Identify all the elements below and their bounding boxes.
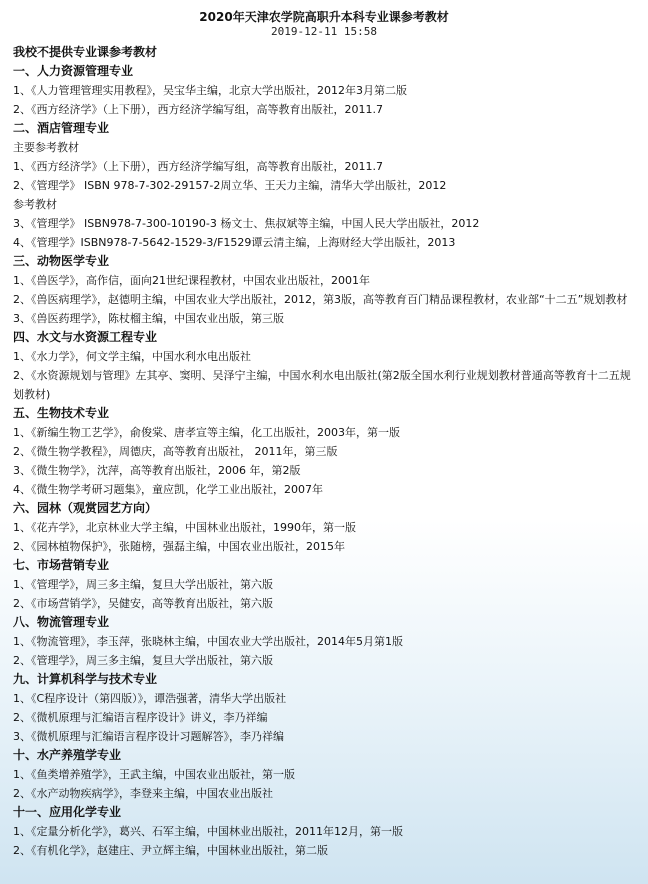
list-item: 3、《微生物学》，沈萍，高等教育出版社，2006 年，第2版	[13, 464, 301, 477]
list-item: 参考教材	[13, 198, 57, 211]
list-item: 1、《物流管理》，李玉萍，张晓林主编，中国农业大学出版社，2014年5月第1版	[13, 635, 403, 648]
list-item: 1、《水力学》，何文学主编，中国水利水电出版社	[13, 350, 251, 363]
list-item: 1、《人力管理管理实用教程》，吴宝华主编，北京大学出版社，2012年3月第二版	[13, 84, 407, 97]
section-heading: 四、水文与水资源工程专业	[13, 330, 158, 344]
list-item: 4、《微生物学考研习题集》，童应凯，化学工业出版社，2007年	[13, 483, 323, 496]
list-item: 1、《西方经济学》（上下册），西方经济学编写组，高等教育出版社，2011.7	[13, 160, 383, 173]
list-item: 2、《微生物学教程》，周德庆，高等教育出版社， 2011年，第三版	[13, 445, 338, 458]
section-heading: 八、物流管理专业	[13, 615, 110, 629]
textbook-list	[13, 62, 648, 860]
list-item: 2、《有机化学》，赵建庄、尹立辉主编，中国林业出版社，第二版	[13, 844, 328, 857]
list-item: 2、《西方经济学》（上下册），西方经济学编写组，高等教育出版社，2011.7	[13, 103, 383, 116]
notice-heading: 我校不提供专业课参考教材	[13, 45, 158, 59]
section-heading: 十一、应用化学专业	[13, 805, 122, 819]
document-body	[0, 39, 648, 860]
section-heading: 七、市场营销专业	[13, 558, 110, 572]
section-heading: 三、动物医学专业	[13, 254, 110, 268]
list-item: 主要参考教材	[13, 141, 79, 154]
list-item: 2、《市场营销学》，吴健安，高等教育出版社，第六版	[13, 597, 273, 610]
list-item: 2、《兽医病理学》，赵德明主编，中国农业大学出版社，2012，第3版，高等教育百门精品课程教材，农业部“十二五”规划教材	[13, 293, 628, 306]
list-item: 1、《新编生物工艺学》，俞俊棠、唐孝宣等主编，化工出版社，2003年，第一版	[13, 426, 400, 439]
section-heading: 二、酒店管理专业	[13, 121, 110, 135]
page-title: 2020年天津农学院高职升本科专业课参考教材	[199, 10, 449, 24]
list-item: 1、《C程序设计（第四版）》，谭浩强著，清华大学出版社	[13, 692, 287, 705]
list-item: 2、《管理学》 ISBN 978-7-302-29157-2周立华、王天力主编，清华大学出版社，2012	[13, 179, 447, 192]
list-item: 3、《微机原理与汇编语言程序设计习题解答》，李乃祥编	[13, 730, 284, 743]
section-heading: 九、计算机科学与技术专业	[13, 672, 158, 686]
section-heading: 一、人力资源管理专业	[13, 64, 134, 78]
section-heading: 十、水产养殖学专业	[13, 748, 122, 762]
list-item: 3、《兽医药理学》，陈杖榴主编，中国农业出版，第三版	[13, 312, 284, 325]
list-item: 3、《管理学》 ISBN978-7-300-10190-3 杨文士、焦叔斌等主编，中国人民大学出版社，2012	[13, 217, 480, 230]
list-item: 1、《鱼类增养殖学》，王武主编，中国农业出版社，第一版	[13, 768, 295, 781]
list-item: 2、《水资源规划与管理》左其亭、窦明、吴泽宁主编，中国水利水电出版社(第2版全国水利行业规划教材普通高等教育十二五规划教材)	[13, 369, 631, 401]
list-item: 1、《花卉学》，北京林业大学主编，中国林业出版社，1990年，第一版	[13, 521, 356, 534]
list-item: 1、《兽医学》，高作信，面向21世纪课程教材，中国农业出版社，2001年	[13, 274, 370, 287]
list-item: 2、《管理学》，周三多主编，复旦大学出版社，第六版	[13, 654, 273, 667]
list-item: 1、《管理学》，周三多主编，复旦大学出版社，第六版	[13, 578, 273, 591]
section-heading: 六、园林（观赏园艺方向）	[13, 501, 158, 515]
list-item: 1、《定量分析化学》，葛兴、石军主编，中国林业出版社，2011年12月，第一版	[13, 825, 403, 838]
list-item: 2、《园林植物保护》，张随榜，强磊主编，中国农业出版社，2015年	[13, 540, 345, 553]
publish-date: 2019-12-11 15:58	[271, 25, 377, 38]
list-item: 4、《管理学》ISBN978-7-5642-1529-3/F1529谭云清主编，上海财经大学出版社，2013	[13, 236, 456, 249]
section-heading: 五、生物技术专业	[13, 406, 110, 420]
list-item: 2、《水产动物疾病学》，李登来主编，中国农业出版社	[13, 787, 273, 800]
list-item: 2、《微机原理与汇编语言程序设计》讲义，李乃祥编	[13, 711, 268, 724]
